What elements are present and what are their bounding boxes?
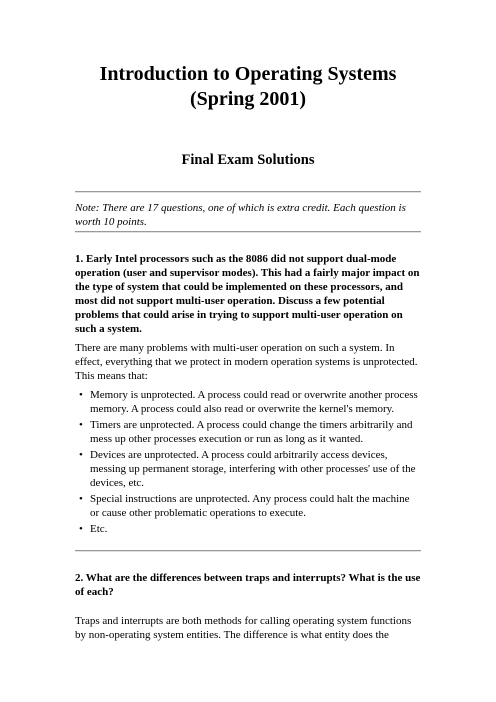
list-item-text: Etc. (90, 523, 108, 535)
list-item (75, 418, 421, 446)
question-2-prompt: 2. What are the differences between traps and interrupts? What is the use of each? (75, 572, 421, 598)
question-1-prompt: 1. Early Intel processors such as the 8086 did not support dual-mode operation (user and supervisor modes). This had a fairly major impact on the type of system that could be implemented on these processors, and most did not support multi-user operation. Discuss a few potential problems that could arise in trying to support multi-user operation on such a system. (75, 253, 420, 335)
bullet-icon: • (79, 389, 83, 401)
document-subtitle: Final Exam Solutions (181, 152, 315, 168)
list-item (75, 492, 421, 520)
list-item-text: Memory is unprotected. A process could read or overwrite another process memory. A process could also read or overwrite the kernel's memory. (90, 389, 418, 415)
exam-note: Note: There are 17 questions, one of which is extra credit. Each question is worth 10 points. (75, 202, 406, 228)
bullet-icon: • (79, 449, 83, 461)
list-item-text: Devices are unprotected. A process could arbitrarily access devices, messing up permanent storage, interfering with other processes' use of the devices, etc. (90, 449, 416, 489)
bullet-icon: • (79, 419, 83, 431)
bullet-icon: • (79, 523, 83, 535)
list-item (75, 388, 421, 416)
title-line-1: Introduction to Operating Systems (99, 63, 397, 85)
divider-top (75, 191, 421, 193)
document-title (75, 62, 421, 112)
list-item-text: Timers are unprotected. A process could change the timers arbitrarily and mess up other processes execution or run as long as it wanted. (90, 419, 413, 445)
list-item (75, 448, 421, 490)
divider-after-note (75, 231, 421, 233)
title-line-2: (Spring 2001) (189, 88, 307, 110)
question-2-answer-intro: Traps and interrupts are both methods for calling operating system functions by non-operating system entities. The difference is what entity does the (75, 615, 412, 641)
list-item-text: Special instructions are unprotected. Any process could halt the machine or cause other problematic operations to execute. (90, 493, 410, 519)
question-1-answer-list (75, 388, 421, 538)
bullet-icon: • (79, 493, 83, 505)
divider-after-question-1 (75, 550, 421, 552)
list-item (75, 522, 421, 536)
question-1-answer-intro: There are many problems with multi-user operation on such a system. In effect, everything that we protect in modern operation systems is unprotected. This means that: (75, 342, 418, 382)
